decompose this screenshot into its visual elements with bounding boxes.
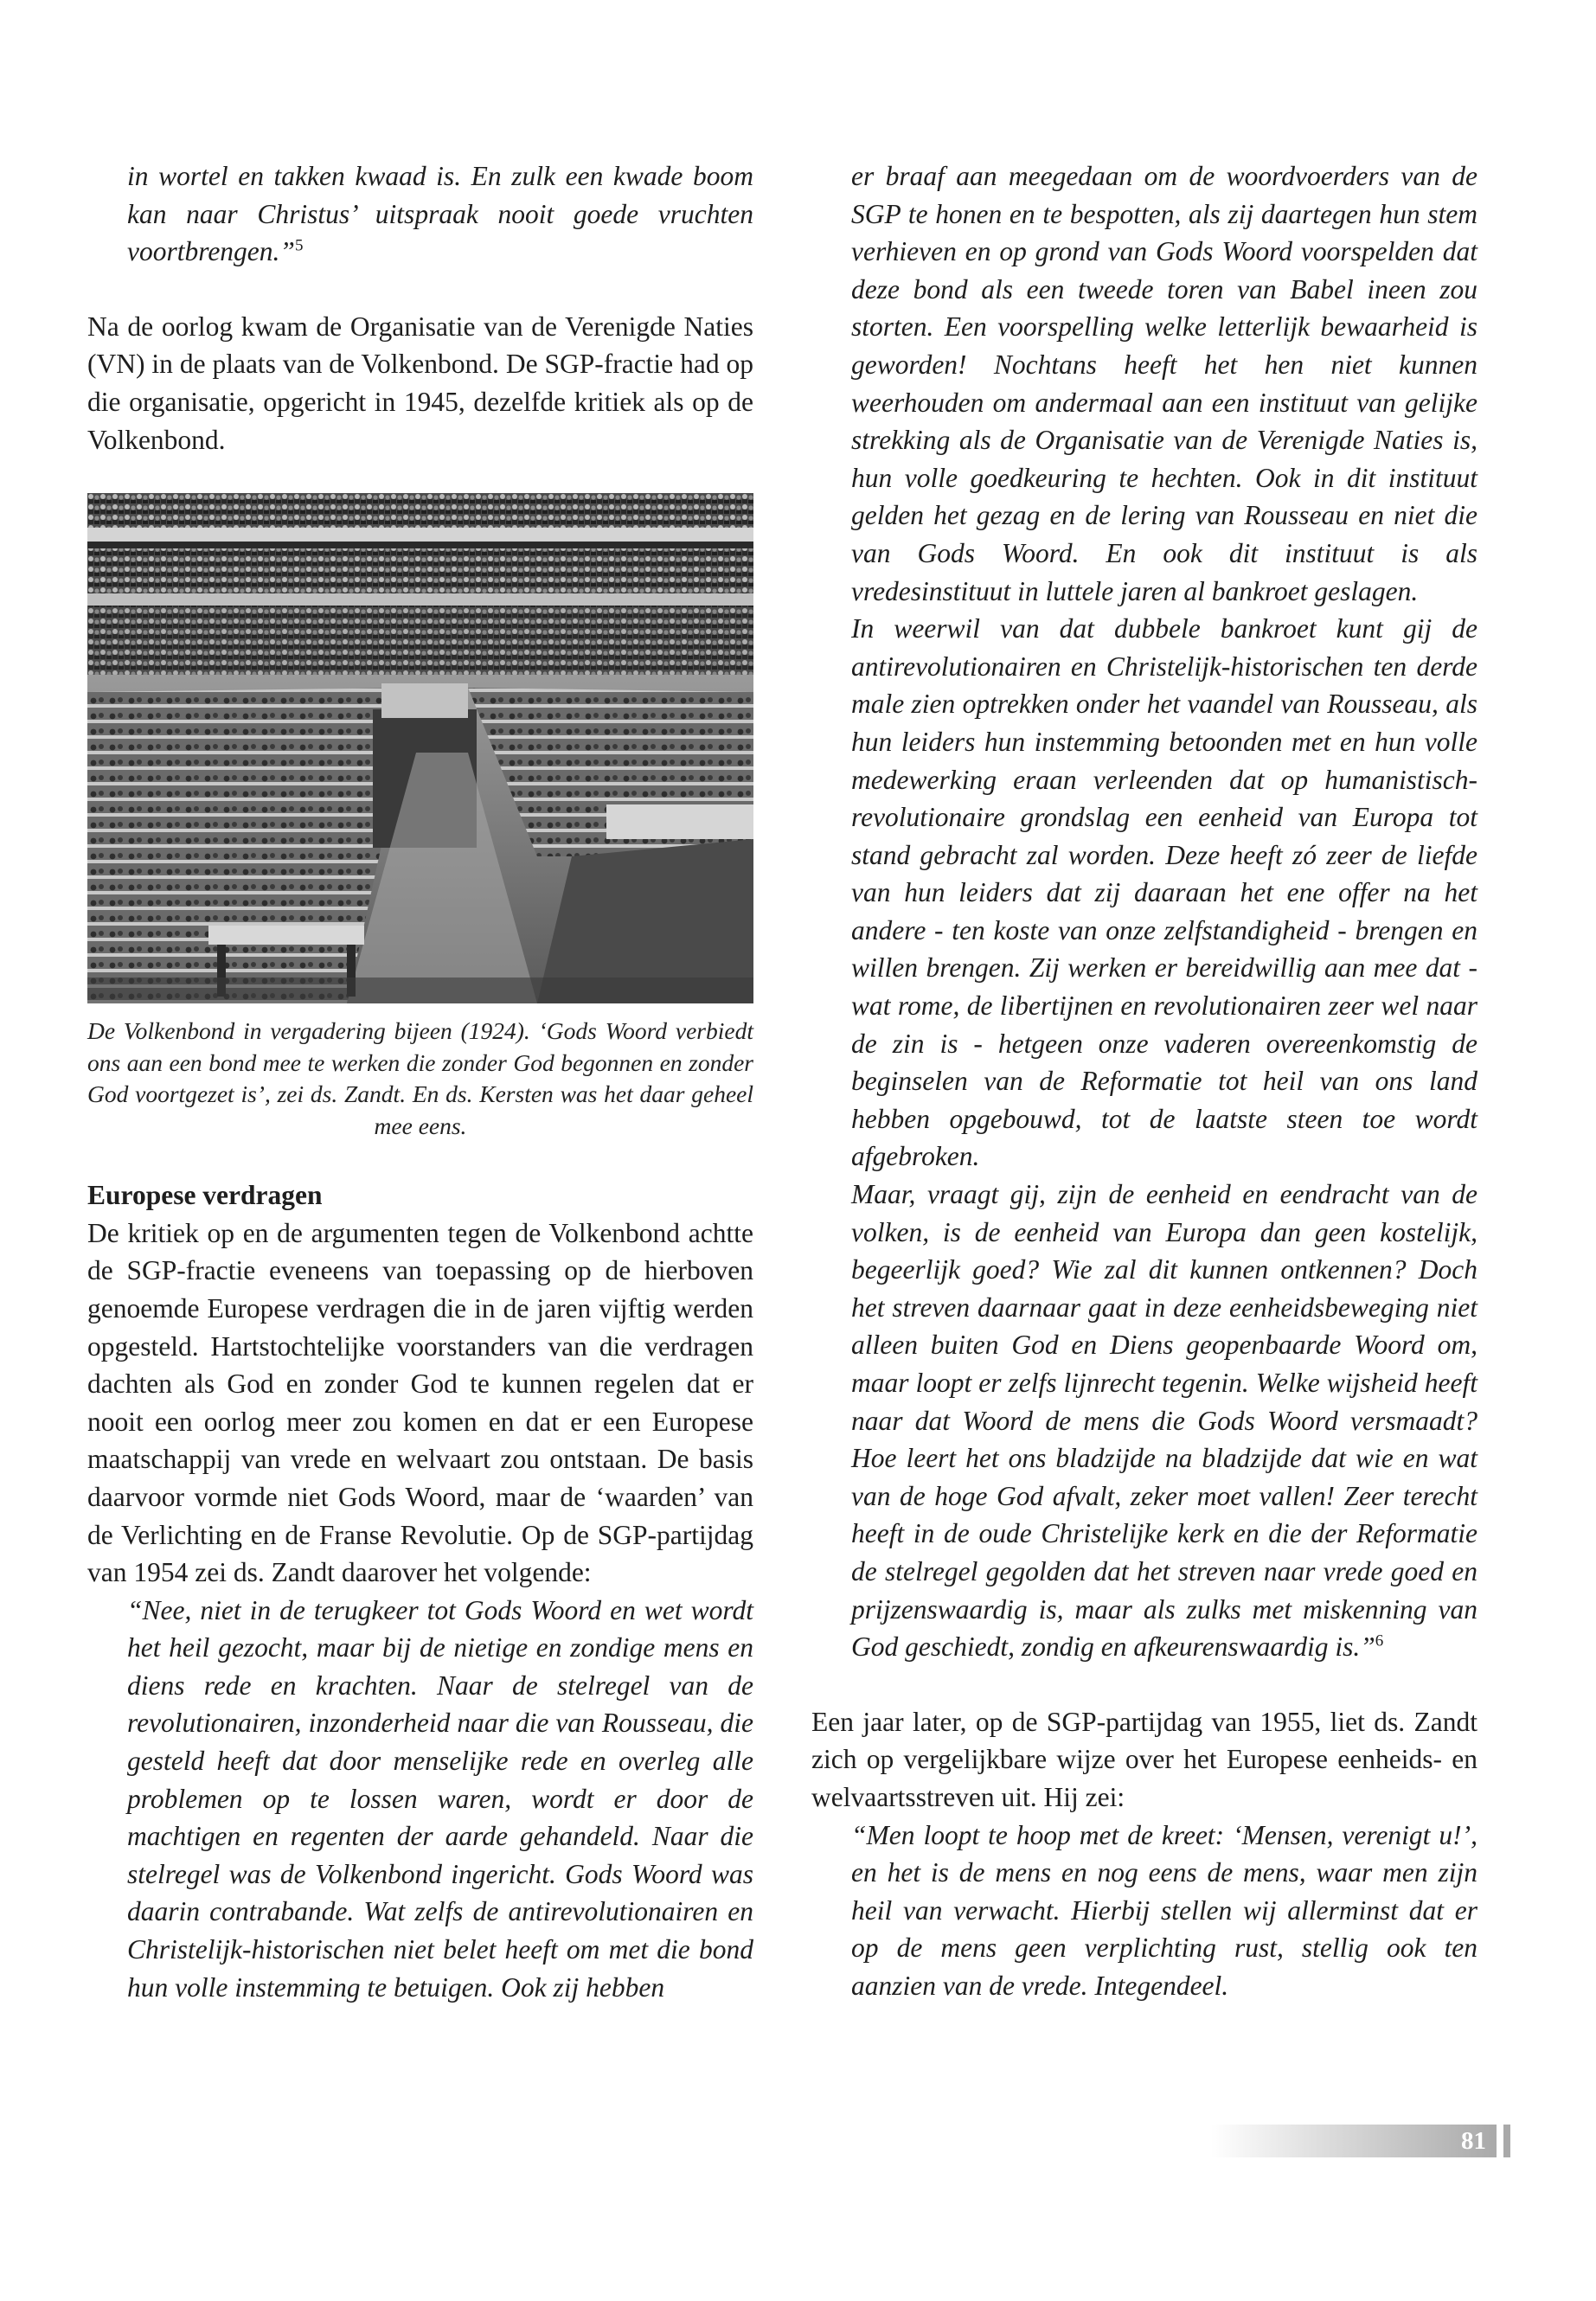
quote-zandt-1955: “Men loopt te hoop met de kreet: ‘Mensen, verenigt u!’, en het is de mens en nog eens de mens, waar men zijn heil van verwacht. Hierbij stellen wij allerminst dat er op de mens geen verplichting rust, stellig ook ten aanzien van de vrede. Integendeel. [851,1819,1477,2001]
footer-rule [1503,2125,1510,2157]
quote-intro-text: in wortel en takken kwaad is. En zulk een kwade boom kan naar Christus’ uitspraak nooit goede vruchten voortbrengen.” [127,161,753,267]
footnote-5: 5 [294,236,304,255]
quote-zandt-1954: “Nee, niet in de terugkeer tot Gods Woord en wet wordt het heil gezocht, maar bij de nietige en zondige mens en diens rede en krachten. Naar de stelregel van de revolutionairen, inzonderheid naar die van Rousseau, die gesteld heeft dat door menselijke rede en overleg alle problemen op te lossen waren, wordt er door de machtigen en regenten der aarde gehandeld. Naar die stelregel was de Volkenbond ingericht. Gods Woord was daarin contrabande. Wat zelfs de antirevolutionairen en Christelijk-historischen niet belet heeft om met die bond hun volle instemming te betuigen. Ook zij hebben [127,1594,753,2003]
paragraph-vn: Na de oorlog kwam de Organisatie van de Verenigde Naties (VN) in de plaats van de Volkenbond. De SGP-fractie had op die organisatie, opgericht in 1945, dezelfde kritiek als op de Volkenbond. [87,311,753,455]
quote-continuation-1: er braaf aan meegedaan om de woordvoerders van de SGP te honen en te bespotten, als zij daartegen hun stem verhieven en op grond van Gods Woord voorspelden dat deze bond als een tweede toren van Babel ineen zou storten. Een voorspelling welke letterlijk bewaarheid is geworden! Nochtans heeft het hen niet kunnen weerhouden om andermaal aan een instituut van gelijke strekking als de Organisatie van de Verenigde Naties is, hun volle goedkeuring te hechten. Ook in dit instituut gelden het gezag en de lering van Rousseau en niet die van Gods Woord. En ook dit instituut is als vredesinstituut in luttele jaren al bankroet geslagen. [851,161,1477,606]
spacer [87,271,753,308]
paragraph-europese-verdragen: De kritiek op en de argumenten tegen de Volkenbond achtte de SGP-fractie eveneens van toepassing op de hierboven genoemde Europese verdragen die in de jaren vijftig werden opgesteld. Hartstochtelijke voorstanders van die verdragen dachten als God en zonder God te kunnen regelen dat er nooit een oorlog meer zou komen en dat er een Europese maatschappij van vrede en welvaart zou ontstaan. De basis daarvoor vormde niet Gods Woord, maar de ‘waarden’ van de Verlichting en de Franse Revolutie. Op de SGP-partijdag van 1954 zei ds. Zandt daarover het volgende: [87,1217,753,1588]
photo-caption: De Volkenbond in vergadering bijeen (1924). ‘Gods Woord verbiedt ons aan een bond mee te werken die zonder God begonnen en zonder God voortgezet is’, zei ds. Zandt. En ds. Kersten was het daar geheel mee eens. [87,1017,753,1139]
quote-continuation-3-text: Maar, vraagt gij, zijn de eenheid en eendracht van de volken, is de eenheid van Europa dan geen kostelijk, begeerlijk goed? Wie zal dit kunnen ontkennen? Doch het streven daarnaar gaat in deze eenheidsbeweging niet alleen buiten God en Diens geopenbaarde Woord om, maar loopt er zelfs lijnrecht tegenin. Welke wijsheid heeft naar dat Woord de mens die Gods Woord versmaadt? Hoe leert het ons bladzijde na bladzijde dat wie en wat van de hoge God afvalt, zeker moet vallen! Zeer terecht heeft in de oude Christelijke kerk en die der Reformatie de stelregel gegolden dat het streven naar vrede goed en prijzenswaardig is, maar als zulks met miskenning van God geschiedt, zondig en afkeurenswaardig is.” [851,1179,1477,1663]
assembly-hall-image [87,493,753,1003]
paragraph-1955: Een jaar later, op de SGP-partijdag van 1955, liet ds. Zandt zich op vergelijkbare wijze over het Europese eenheids- en welvaartsstreven uit. Hij zei: [811,1706,1477,1812]
quote-intro [87,157,753,271]
left-column [87,157,753,2006]
footnote-6: 6 [1375,1631,1384,1650]
quote-continuation-3 [811,1176,1477,1666]
section-heading: Europese verdragen [87,1180,323,1211]
page-number: 81 [1461,2127,1486,2155]
quote-continuation-2: In weerwil van dat dubbele bankroet kunt gij de antirevolutionairen en Christelijk-historischen ten derde male zien optrekken onder het vaandel van Rousseau, als hun leiders hun instemming betoonden met en hun volle medewerking eraan verleenden dat op humanistisch-revolutionaire grondslag een eenheid van Europa tot stand gebracht zal worden. Deze heeft zó zeer de liefde van hun leiders dat zij daaraan het ene offer na het andere - ten koste van onze zelfstandigheid - brengen en willen brengen. Zij werken er bereidwillig aan mee dat - wat rome, de libertijnen en revolutionairen zeer wel naar de zin is - hetgeen onze vaderen overeenkomstig de beginselen van de Reformatie tot heil van ons land hebben opgebouwd, tot de laatste steen toe wordt afgebroken. [851,613,1477,1172]
spacer [811,1666,1477,1703]
volkenbond-photo [87,493,753,1003]
right-column [811,157,1477,2005]
